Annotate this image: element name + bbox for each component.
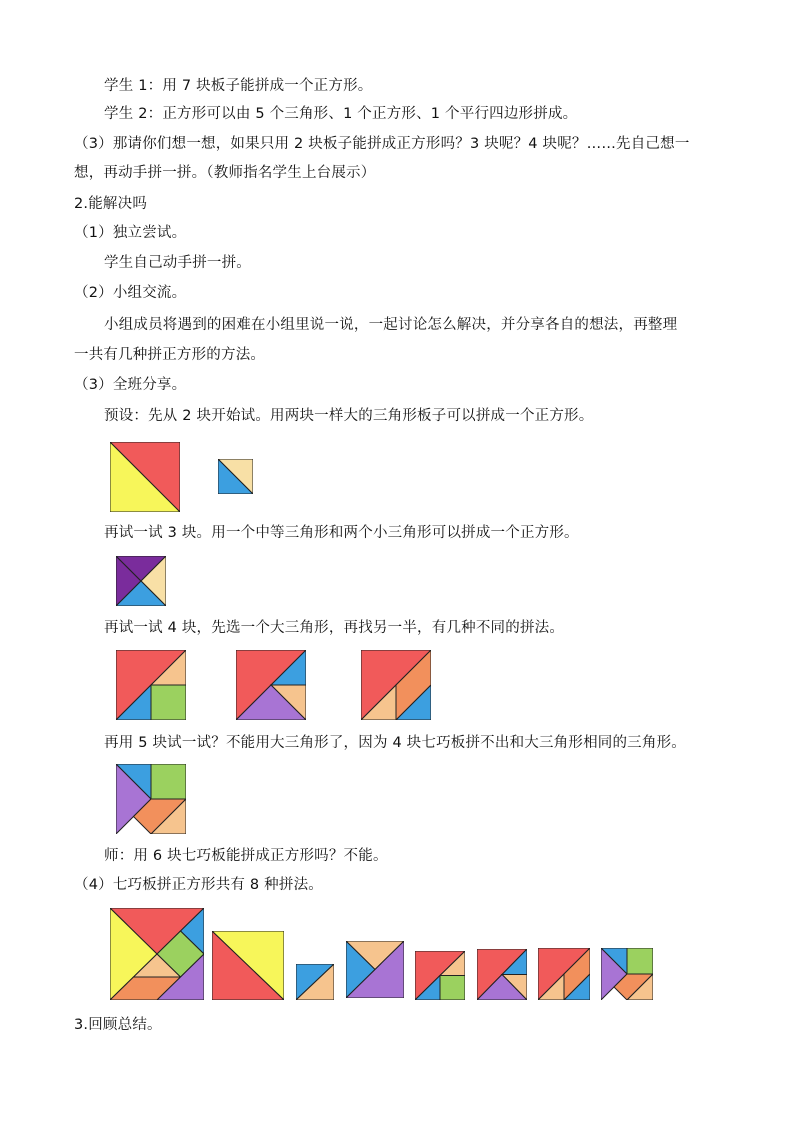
tangram-two-pieces bbox=[110, 442, 180, 512]
text-line: 学生 2：正方形可以由 5 个三角形、1 个正方形、1 个平行四边形拼成。 bbox=[104, 106, 578, 122]
tangram-four-pieces-b bbox=[236, 650, 306, 720]
text-line: 再试一试 4 块，先选一个大三角形，再找另一半，有几种不同的拼法。 bbox=[104, 620, 565, 636]
text-line: 再用 5 块试一试？不能用大三角形了，因为 4 块七巧板拼不出和大三角形相同的三角形。 bbox=[104, 735, 686, 751]
tangram-way-2 bbox=[212, 931, 284, 1000]
text-line: 预设：先从 2 块开始试。用两块一样大的三角形板子可以拼成一个正方形。 bbox=[104, 408, 594, 424]
text-line: 师：用 6 块七巧板能拼成正方形吗？不能。 bbox=[104, 848, 388, 864]
text-line: 学生 1：用 7 块板子能拼成一个正方形。 bbox=[104, 78, 373, 94]
tangram-piece bbox=[151, 685, 186, 720]
tangram-piece bbox=[151, 764, 186, 799]
tangram-two-small bbox=[218, 459, 253, 494]
tangram-way-6 bbox=[477, 949, 527, 1000]
section-heading: 2.能解决吗 bbox=[74, 196, 148, 212]
tangram-way-7 bbox=[538, 948, 590, 1000]
text-line: （2）小组交流。 bbox=[74, 285, 187, 301]
tangram-full-seven-pieces bbox=[110, 908, 204, 1000]
text-line: 想，再动手拼一拼。（教师指名学生上台展示） bbox=[74, 165, 376, 181]
text-line: 小组成员将遇到的困难在小组里说一说，一起讨论怎么解决，并分享各自的想法，再整理 bbox=[104, 317, 678, 333]
text-line: （4）七巧板拼正方形共有 8 种拼法。 bbox=[74, 877, 323, 893]
section-heading: 3.回顾总结。 bbox=[74, 1017, 162, 1033]
tangram-way-4 bbox=[346, 941, 404, 998]
tangram-piece bbox=[627, 948, 653, 974]
text-line: （3）那请你们想一想，如果只用 2 块板子能拼成正方形吗？3 块呢？4 块呢？……先自己想一 bbox=[74, 136, 690, 152]
text-line: 学生自己动手拼一拼。 bbox=[104, 255, 251, 271]
text-line: （3）全班分享。 bbox=[74, 377, 187, 393]
text-line: 再试一试 3 块。用一个中等三角形和两个小三角形可以拼成一个正方形。 bbox=[104, 525, 579, 541]
tangram-way-8 bbox=[601, 948, 653, 1000]
tangram-four-pieces-a bbox=[116, 650, 186, 720]
tangram-way-3 bbox=[296, 964, 334, 1000]
text-line: （1）独立尝试。 bbox=[74, 225, 187, 241]
tangram-three-pieces bbox=[116, 556, 166, 606]
text-line: 一共有几种拼正方形的方法。 bbox=[74, 347, 266, 363]
tangram-way-5 bbox=[415, 951, 465, 1000]
tangram-piece bbox=[440, 976, 465, 1001]
tangram-four-pieces-c bbox=[361, 650, 431, 720]
tangram-five-pieces bbox=[116, 764, 186, 834]
